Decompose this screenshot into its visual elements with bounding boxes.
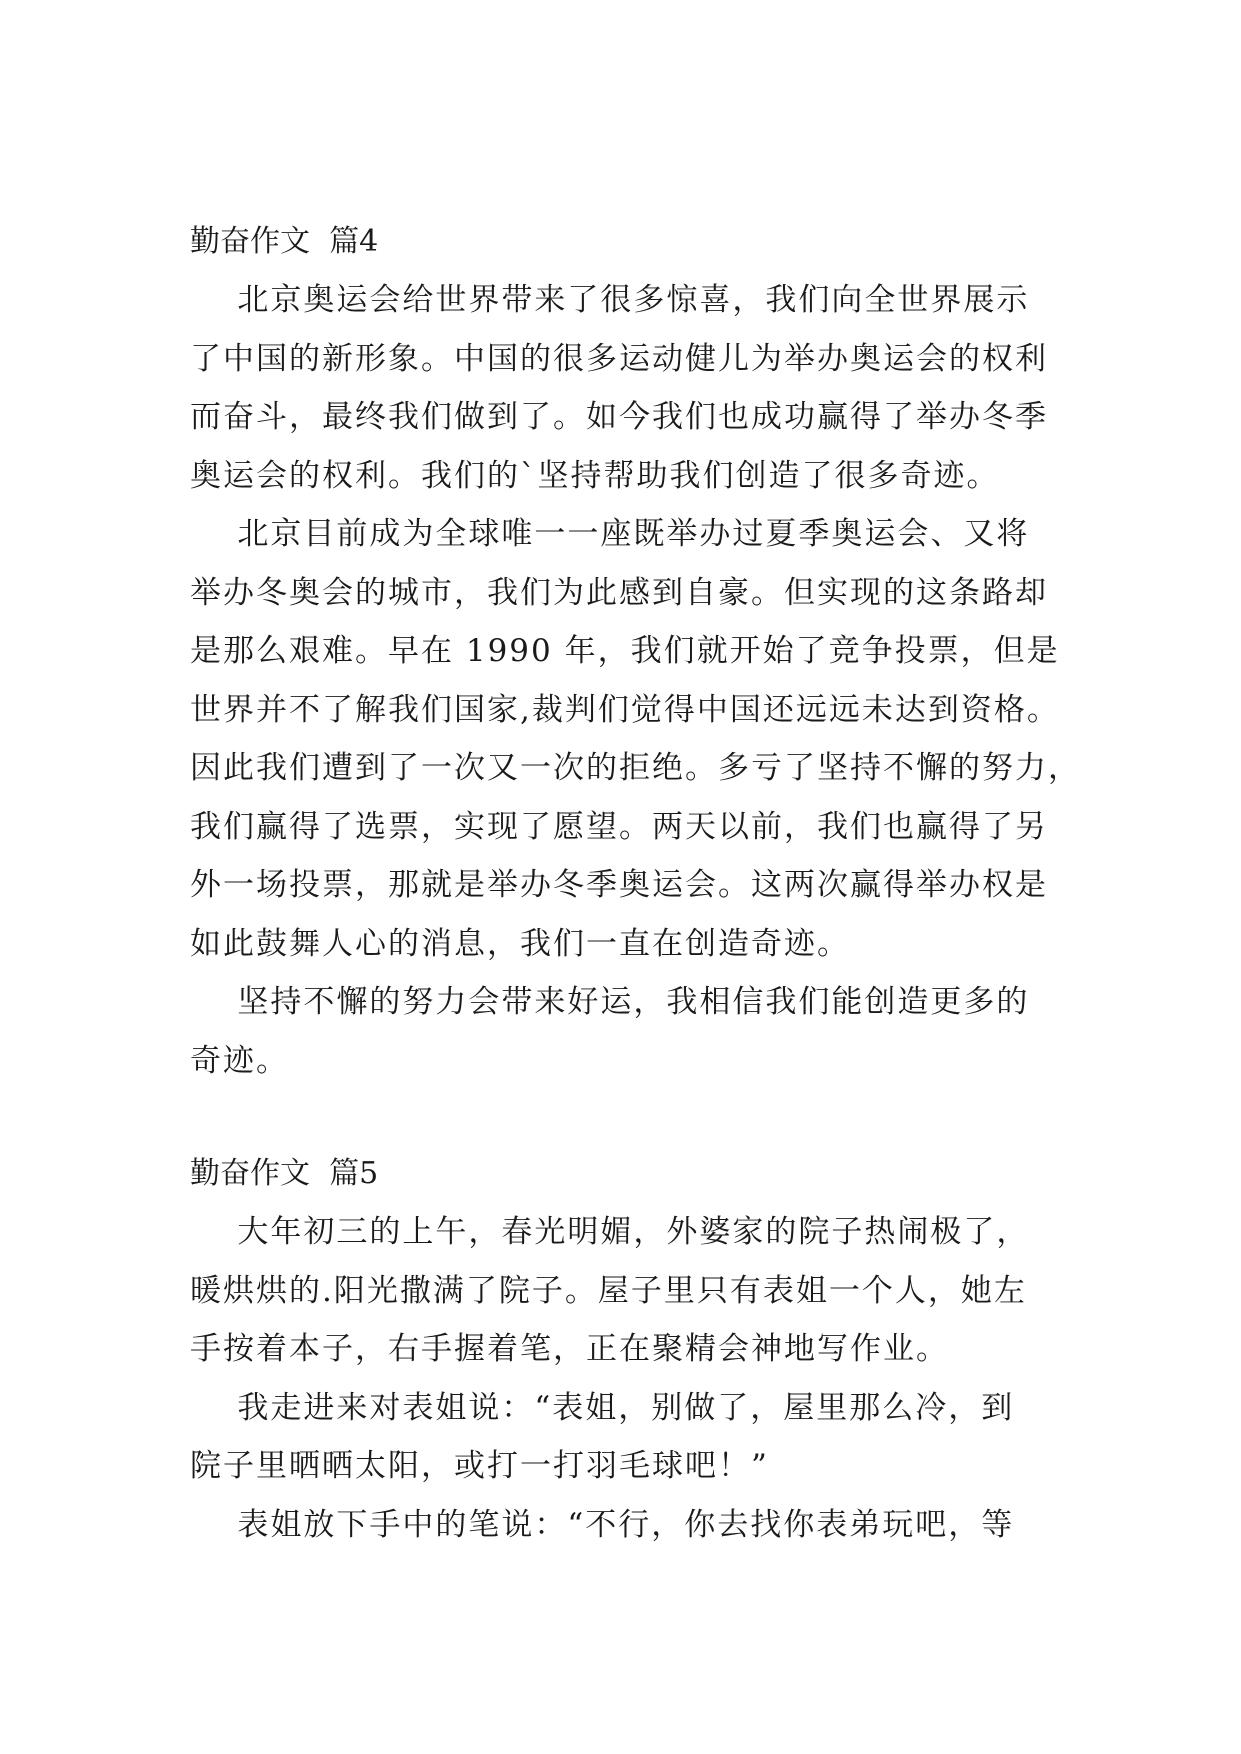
text-line: 手按着本子，右手握着笔，正在聚精会神地写作业。 <box>190 1331 949 1367</box>
essay-section-5 <box>190 1145 1050 1554</box>
text-line: 我们赢得了选票，实现了愿望。两天以前，我们也赢得了另 <box>190 808 1048 845</box>
text-line: 暖烘烘的.阳光撒满了院子。屋子里只有表姐一个人，她左 <box>190 1272 1027 1309</box>
text-line: 如此鼓舞人心的消息，我们一直在创造奇迹。 <box>190 925 850 962</box>
text-line: 表姐放下手中的笔说：“不行，你去找你表弟玩吧，等 <box>190 1506 1015 1543</box>
text-line: 奇迹。 <box>190 1042 289 1079</box>
text-line: 我走进来对表姐说：“表姐，别做了，屋里那么冷，到 <box>190 1389 1015 1426</box>
section-heading: 勤奋作文 篇5 <box>190 1156 379 1191</box>
text-line: 是那么艰难。早在 1990 年，我们就开始了竞争投票，但是 <box>190 633 1060 669</box>
text-line: 举办冬奥会的城市，我们为此感到自豪。但实现的这条路却 <box>190 574 1048 611</box>
essay-section-4 <box>190 213 1081 1090</box>
text-line: 因此我们遭到了一次又一次的拒绝。多亏了坚持不懈的努力， <box>190 750 1081 786</box>
section-body <box>190 271 1081 1090</box>
text-line: 大年初三的上午，春光明媚，外婆家的院子热闹极了， <box>190 1214 1030 1250</box>
text-line: 了中国的新形象。中国的很多运动健儿为举办奥运会的权利 <box>190 340 1048 377</box>
section-body <box>190 1203 1050 1554</box>
text-line: 世界并不了解我们国家,裁判们觉得中国还远远未达到资格。 <box>190 691 1060 728</box>
text-line: 北京奥运会给世界带来了很多惊喜，我们向全世界展示 <box>190 282 1030 318</box>
text-line: 而奋斗，最终我们做到了。如今我们也成功赢得了举办冬季 <box>190 399 1048 435</box>
text-line: 奥运会的权利。我们的`坚持帮助我们创造了很多奇迹。 <box>190 457 1000 494</box>
text-line: 北京目前成为全球唯一一座既举办过夏季奥运会、又将 <box>190 516 1030 552</box>
text-line: 外一场投票，那就是举办冬季奥运会。这两次赢得举办权是 <box>190 867 1048 903</box>
text-line: 院子里晒晒太阳，或打一打羽毛球吧！” <box>190 1448 769 1484</box>
section-heading: 勤奋作文 篇4 <box>190 224 379 259</box>
text-line: 坚持不懈的努力会带来好运，我相信我们能创造更多的 <box>190 984 1030 1020</box>
